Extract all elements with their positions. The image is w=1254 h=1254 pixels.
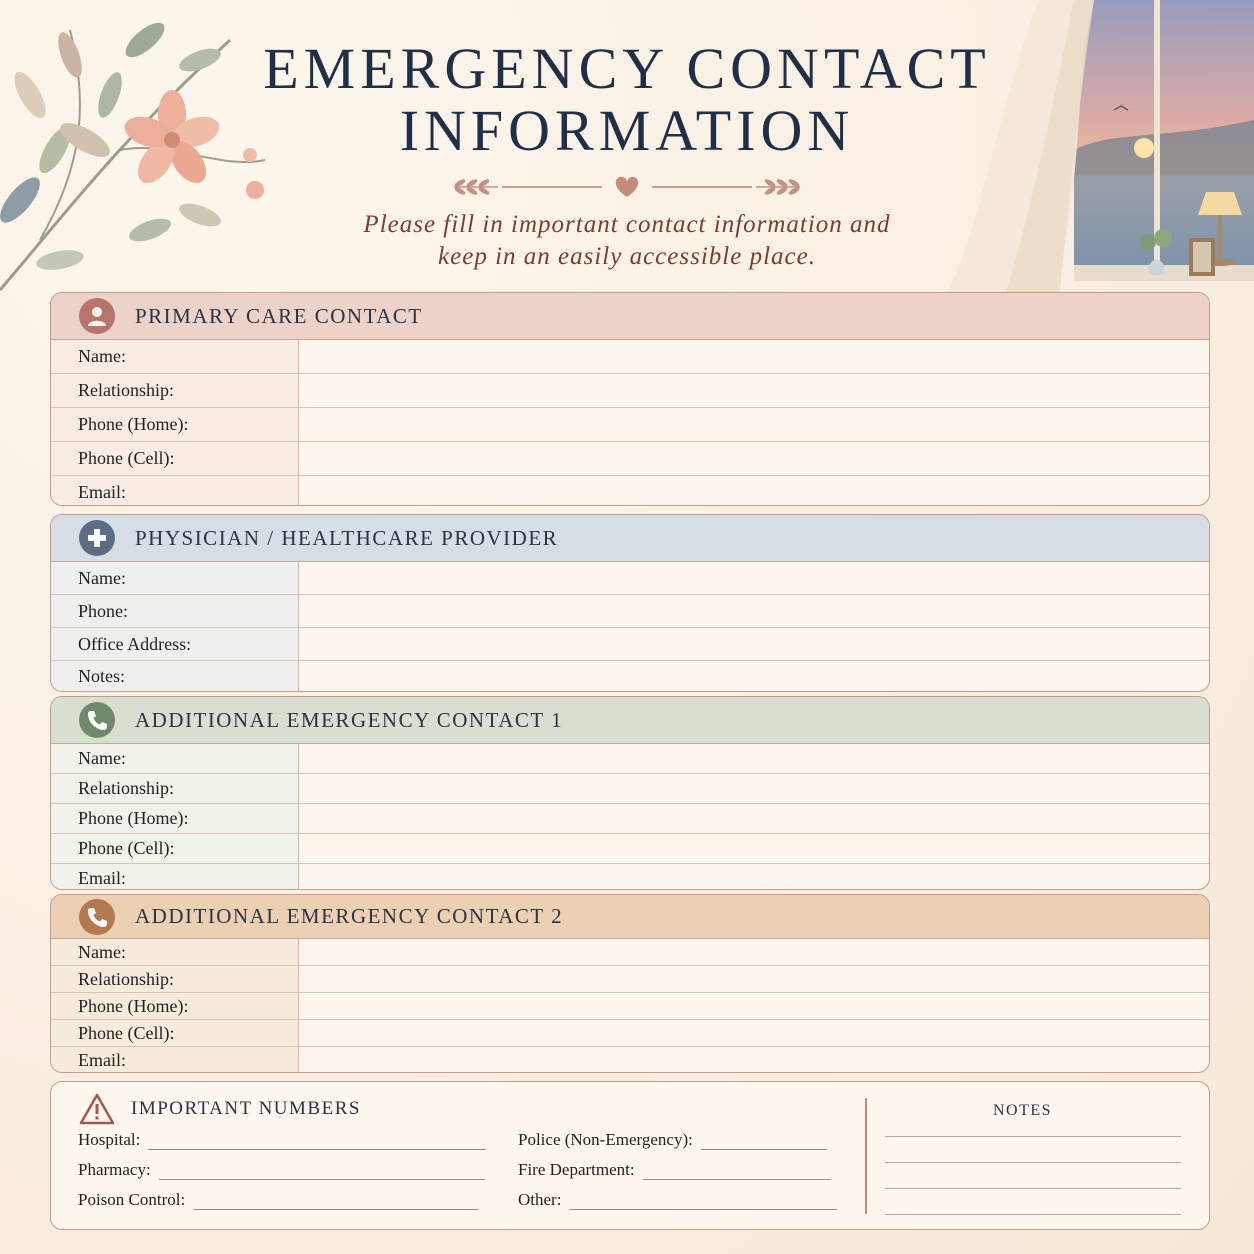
phone-cell-input[interactable]	[299, 442, 1209, 475]
field-label: Phone (Cell):	[51, 834, 299, 863]
field-label: Other:	[518, 1190, 562, 1209]
field-label: Poison Control:	[78, 1190, 186, 1209]
form-row	[51, 628, 1209, 661]
form-row	[51, 966, 1209, 993]
instructions-line2: keep in an easily accessible place.	[438, 243, 816, 270]
field-label: Phone (Home):	[51, 804, 299, 833]
phone-cell-input[interactable]	[299, 1020, 1209, 1046]
form-row	[51, 408, 1209, 442]
name-input[interactable]	[299, 744, 1209, 773]
form-row	[51, 374, 1209, 408]
name-input[interactable]	[299, 340, 1209, 373]
additional-contact-1-section	[50, 696, 1210, 890]
form-row	[51, 340, 1209, 374]
primary-care-contact-section	[50, 292, 1210, 506]
section-title: ADDITIONAL EMERGENCY CONTACT 2	[135, 904, 564, 928]
email-input[interactable]	[299, 864, 1209, 890]
field-label: Office Address:	[51, 628, 299, 660]
page-title-line1: EMERGENCY CONTACT	[263, 36, 991, 101]
form-rows	[51, 562, 1209, 692]
field-label: Email:	[51, 1047, 299, 1073]
form-row	[51, 442, 1209, 476]
section-title: PHYSICIAN / HEALTHCARE PROVIDER	[135, 525, 559, 550]
important-numbers-title: IMPORTANT NUMBERS	[131, 1098, 361, 1119]
notes-line[interactable]	[885, 1214, 1181, 1215]
police-field	[518, 1130, 827, 1150]
poison-control-input[interactable]	[193, 1195, 479, 1210]
phone-cell-input[interactable]	[299, 834, 1209, 863]
field-label: Name:	[51, 939, 299, 965]
form-row	[51, 562, 1209, 595]
relationship-input[interactable]	[299, 966, 1209, 992]
form-row	[51, 834, 1209, 864]
field-label: Phone (Cell):	[51, 442, 299, 475]
hospital-field	[78, 1130, 486, 1150]
notes-line[interactable]	[885, 1162, 1181, 1163]
additional-contact-2-section	[50, 894, 1210, 1073]
phone-input[interactable]	[299, 595, 1209, 627]
person-icon	[79, 298, 115, 334]
form-row	[51, 744, 1209, 774]
form-rows	[51, 939, 1209, 1073]
form-row	[51, 864, 1209, 890]
page-title-line2: INFORMATION	[399, 98, 855, 163]
relationship-input[interactable]	[299, 374, 1209, 407]
field-label: Email:	[51, 476, 299, 506]
section-header	[51, 293, 1209, 340]
notes-title: NOTES	[993, 1102, 1053, 1119]
phone-icon	[79, 899, 115, 935]
field-label: Relationship:	[51, 774, 299, 803]
office-address-input[interactable]	[299, 628, 1209, 660]
email-input[interactable]	[299, 1047, 1209, 1073]
name-input[interactable]	[299, 939, 1209, 965]
physician-section	[50, 514, 1210, 692]
field-label: Name:	[51, 744, 299, 773]
form-rows	[51, 340, 1209, 506]
medical-cross-icon	[79, 520, 115, 556]
field-label: Relationship:	[51, 374, 299, 407]
important-numbers-section	[50, 1081, 1210, 1230]
relationship-input[interactable]	[299, 774, 1209, 803]
poison-control-field	[78, 1190, 479, 1210]
hospital-input[interactable]	[148, 1135, 486, 1150]
ornamental-divider	[450, 172, 804, 202]
email-input[interactable]	[299, 476, 1209, 506]
fire-department-input[interactable]	[643, 1165, 831, 1180]
field-label: Phone:	[51, 595, 299, 627]
section-title: PRIMARY CARE CONTACT	[135, 303, 423, 328]
form-row	[51, 804, 1209, 834]
phone-home-input[interactable]	[299, 408, 1209, 441]
form-row	[51, 1047, 1209, 1073]
field-label: Name:	[51, 562, 299, 594]
fire-department-field	[518, 1160, 831, 1180]
name-input[interactable]	[299, 562, 1209, 594]
form-row	[51, 1020, 1209, 1047]
form-row	[51, 993, 1209, 1020]
phone-home-input[interactable]	[299, 804, 1209, 833]
field-label: Relationship:	[51, 966, 299, 992]
section-header	[51, 515, 1209, 562]
section-header	[51, 697, 1209, 744]
notes-line[interactable]	[885, 1136, 1181, 1137]
form-row	[51, 774, 1209, 804]
field-label: Notes:	[51, 661, 299, 692]
field-label: Name:	[51, 340, 299, 373]
form-row	[51, 661, 1209, 692]
field-label: Fire Department:	[518, 1160, 635, 1179]
notes-input[interactable]	[299, 661, 1209, 692]
pharmacy-input[interactable]	[159, 1165, 485, 1180]
field-label: Phone (Home):	[51, 408, 299, 441]
form-row	[51, 476, 1209, 506]
warning-icon	[78, 1092, 116, 1126]
field-label: Pharmacy:	[78, 1160, 151, 1179]
other-field	[518, 1190, 837, 1210]
form-row	[51, 939, 1209, 966]
notes-line[interactable]	[885, 1188, 1181, 1189]
police-input[interactable]	[701, 1135, 827, 1150]
field-label: Phone (Home):	[51, 993, 299, 1019]
field-label: Email:	[51, 864, 299, 890]
form-row	[51, 595, 1209, 628]
phone-icon	[79, 702, 115, 738]
form-rows	[51, 744, 1209, 890]
pharmacy-field	[78, 1160, 485, 1180]
field-label: Hospital:	[78, 1130, 141, 1149]
other-input[interactable]	[569, 1195, 837, 1210]
phone-home-input[interactable]	[299, 993, 1209, 1019]
section-header	[51, 895, 1209, 939]
section-title: ADDITIONAL EMERGENCY CONTACT 1	[135, 707, 564, 732]
field-label: Phone (Cell):	[51, 1020, 299, 1046]
field-label: Police (Non-Emergency):	[518, 1130, 693, 1149]
instructions-line1: Please fill in important contact information and	[363, 211, 891, 238]
vertical-divider	[865, 1098, 867, 1214]
